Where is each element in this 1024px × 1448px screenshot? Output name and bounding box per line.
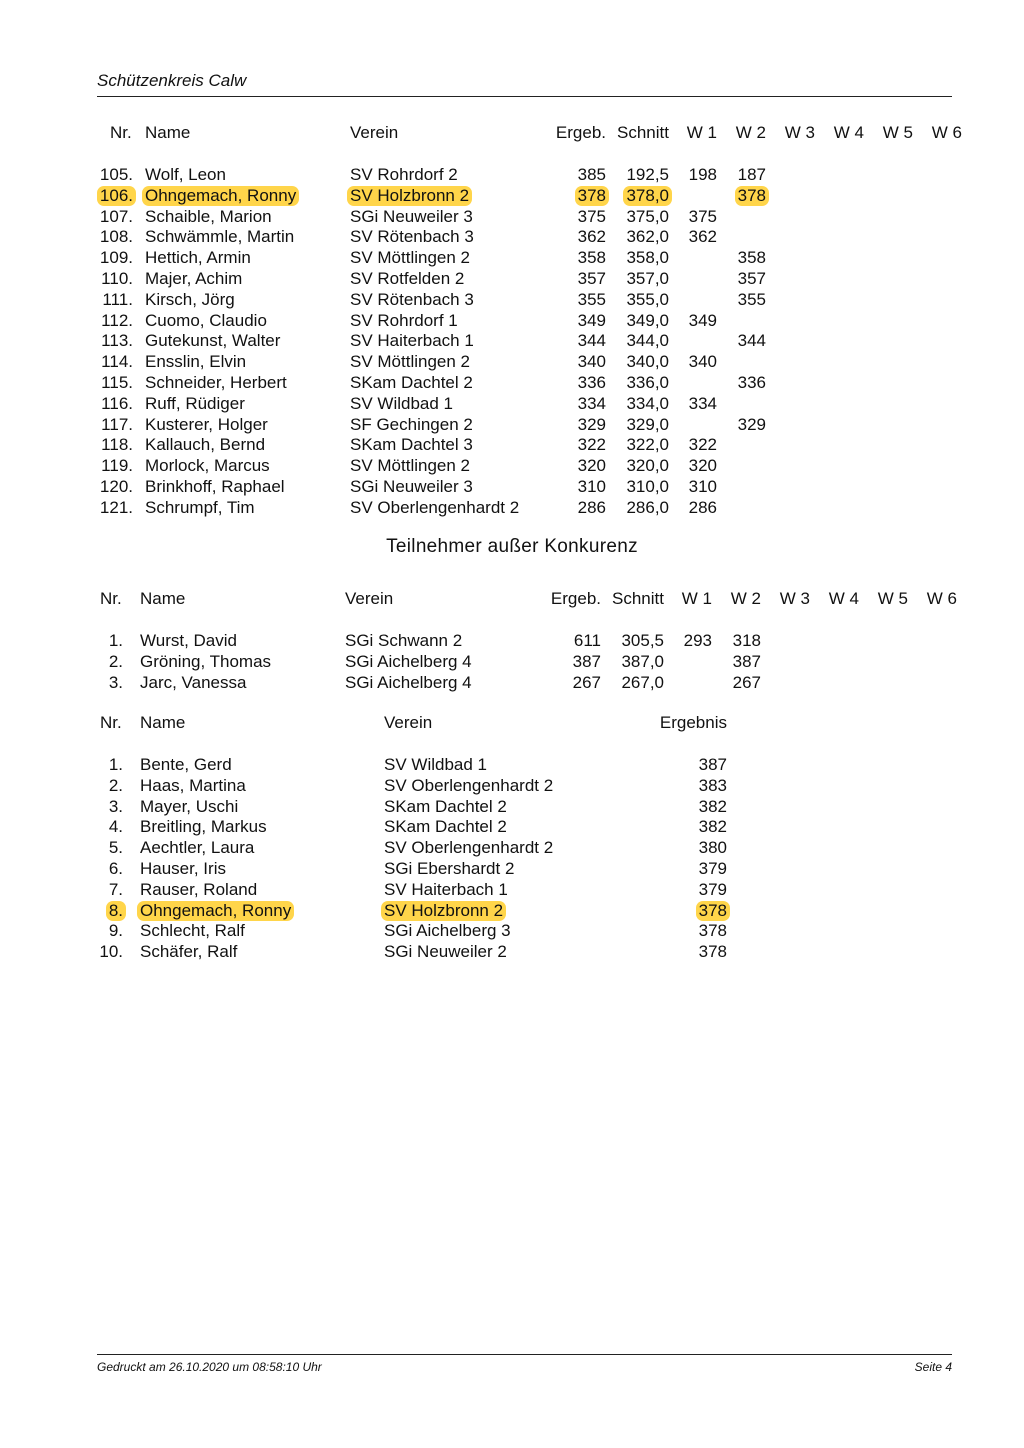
cell-w1: 362 bbox=[688, 227, 717, 247]
table-row bbox=[0, 838, 1024, 858]
cell-header-ergebnis: Ergebnis bbox=[659, 713, 727, 732]
cell-nr: 10. bbox=[99, 942, 123, 962]
table-row bbox=[0, 797, 1024, 817]
table-row bbox=[0, 631, 1024, 651]
cell-verein: SV Möttlingen 2 bbox=[350, 352, 471, 372]
cell-name: Kusterer, Holger bbox=[145, 414, 268, 434]
cell-nr: 117. bbox=[101, 414, 133, 434]
cell-name: Schlecht, Ralf bbox=[140, 921, 245, 941]
cell-verein: SV Wildbad 1 bbox=[384, 755, 487, 774]
cell-name: Schaible, Marion bbox=[145, 206, 272, 226]
cell-verein: SKam Dachtel 3 bbox=[350, 435, 473, 455]
cell-nr: 111. bbox=[102, 289, 133, 309]
cell-w1: 320 bbox=[688, 456, 717, 476]
cell-ergeb: 344 bbox=[577, 331, 606, 351]
cell-w1: 375 bbox=[688, 206, 717, 226]
table-row bbox=[0, 901, 1024, 921]
cell-header-verein: Verein bbox=[384, 713, 433, 732]
cell-header-w3: W 3 bbox=[784, 123, 815, 142]
print-date: Gedruckt am 26.10.2020 um 08:58:10 Uhr bbox=[97, 1360, 322, 1374]
cell-name: Mayer, Uschi bbox=[140, 796, 239, 816]
cell-w2: 378 bbox=[735, 186, 769, 206]
table-header-row bbox=[0, 589, 1024, 609]
cell-header-name: Name bbox=[145, 123, 191, 142]
cell-header-w4: W 4 bbox=[833, 123, 864, 142]
cell-header-ergeb: Ergeb. bbox=[550, 589, 601, 608]
cell-w2: 355 bbox=[737, 289, 766, 309]
cell-verein: SV Holzbronn 2 bbox=[347, 186, 472, 206]
cell-verein: SV Haiterbach 1 bbox=[350, 331, 474, 351]
cell-header-w6: W 6 bbox=[931, 123, 962, 142]
cell-header-nr: Nr. bbox=[100, 713, 122, 732]
cell-verein: SV Haiterbach 1 bbox=[384, 879, 508, 899]
cell-w2: 318 bbox=[732, 631, 761, 650]
cell-nr: 6. bbox=[108, 859, 123, 878]
table-row bbox=[0, 435, 1024, 455]
cell-ergebnis: 378 bbox=[696, 901, 730, 921]
cell-ergeb: 611 bbox=[573, 631, 601, 650]
cell-ergebnis: 383 bbox=[698, 775, 727, 795]
table-row bbox=[0, 477, 1024, 497]
cell-schnitt: 334,0 bbox=[626, 393, 669, 413]
cell-nr: 118. bbox=[101, 435, 133, 455]
cell-w2: 344 bbox=[737, 331, 766, 351]
cell-schnitt: 267,0 bbox=[621, 672, 664, 692]
cell-ergebnis: 387 bbox=[698, 755, 727, 774]
footer-rule bbox=[97, 1354, 952, 1355]
cell-name: Aechtler, Laura bbox=[140, 838, 255, 858]
cell-verein: SGi Neuweiler 3 bbox=[350, 477, 473, 496]
cell-name: Gröning, Thomas bbox=[140, 651, 272, 671]
header-title: Schützenkreis Calw bbox=[97, 71, 247, 90]
cell-header-schnitt: Schnitt bbox=[612, 589, 664, 608]
cell-ergebnis: 382 bbox=[698, 817, 727, 837]
table-row bbox=[0, 776, 1024, 796]
cell-nr: 121. bbox=[99, 497, 133, 517]
cell-name: Hettich, Armin bbox=[145, 248, 251, 268]
cell-w1: 198 bbox=[688, 165, 717, 184]
cell-w2: 357 bbox=[737, 269, 766, 288]
cell-header-nr: Nr. bbox=[100, 589, 122, 608]
cell-header-w2: W 2 bbox=[730, 589, 761, 608]
table-row bbox=[0, 394, 1024, 414]
cell-name: Kirsch, Jörg bbox=[145, 289, 235, 309]
table-row bbox=[0, 942, 1024, 962]
table-row bbox=[0, 652, 1024, 672]
cell-verein: SV Wildbad 1 bbox=[350, 393, 453, 413]
cell-name: Ruff, Rüdiger bbox=[145, 393, 245, 413]
cell-schnitt: 329,0 bbox=[626, 414, 669, 434]
table-row bbox=[0, 498, 1024, 518]
cell-header-ergeb: Ergeb. bbox=[555, 123, 606, 142]
cell-w1: 340 bbox=[688, 352, 717, 372]
table-row bbox=[0, 311, 1024, 331]
cell-nr: 110. bbox=[101, 269, 133, 288]
cell-ergebnis: 379 bbox=[698, 859, 727, 878]
cell-name: Schäfer, Ralf bbox=[140, 942, 238, 962]
cell-w1: 286 bbox=[688, 497, 717, 517]
cell-verein: SGi Neuweiler 3 bbox=[350, 206, 473, 226]
cell-w2: 387 bbox=[732, 651, 761, 671]
cell-verein: SKam Dachtel 2 bbox=[384, 796, 507, 816]
cell-schnitt: 286,0 bbox=[626, 497, 669, 517]
cell-schnitt: 358,0 bbox=[626, 248, 669, 268]
cell-header-nr: Nr. bbox=[110, 123, 132, 142]
cell-verein: SV Holzbronn 2 bbox=[381, 901, 506, 921]
cell-ergebnis: 380 bbox=[698, 838, 727, 858]
table-row bbox=[0, 227, 1024, 247]
section-title: Teilnehmer außer Konkurenz bbox=[386, 536, 638, 557]
cell-verein: SV Oberlengenhardt 2 bbox=[350, 497, 520, 517]
cell-name: Breitling, Markus bbox=[140, 817, 267, 837]
cell-name: Schrumpf, Tim bbox=[145, 497, 255, 517]
table-row bbox=[0, 880, 1024, 900]
table-row bbox=[0, 921, 1024, 941]
cell-verein: SV Möttlingen 2 bbox=[350, 456, 471, 476]
cell-w2: 358 bbox=[737, 248, 766, 268]
cell-nr: 4. bbox=[108, 817, 123, 837]
cell-ergeb: 385 bbox=[577, 165, 606, 184]
cell-header-w5: W 5 bbox=[877, 589, 908, 608]
cell-schnitt: 336,0 bbox=[626, 373, 669, 392]
cell-verein: SV Rohrdorf 2 bbox=[350, 165, 458, 184]
cell-ergeb: 322 bbox=[577, 435, 606, 455]
table-row bbox=[0, 859, 1024, 879]
cell-ergeb: 349 bbox=[577, 310, 606, 330]
cell-ergeb: 375 bbox=[577, 206, 606, 226]
table-header-row bbox=[0, 713, 1024, 733]
table-row bbox=[0, 673, 1024, 693]
cell-header-w2: W 2 bbox=[735, 123, 766, 142]
cell-name: Cuomo, Claudio bbox=[145, 310, 267, 330]
cell-nr: 106. bbox=[97, 186, 136, 206]
cell-name: Bente, Gerd bbox=[140, 755, 232, 774]
cell-nr: 116. bbox=[101, 393, 133, 413]
cell-verein: SGi Schwann 2 bbox=[345, 631, 463, 650]
cell-verein: SGi Neuweiler 2 bbox=[384, 942, 507, 962]
cell-verein: SV Rohrdorf 1 bbox=[350, 310, 458, 330]
cell-nr: 8. bbox=[106, 901, 126, 921]
cell-ergeb: 362 bbox=[577, 227, 606, 247]
table-row bbox=[0, 373, 1024, 393]
cell-verein: SGi Aichelberg 4 bbox=[345, 672, 472, 692]
cell-name: Gutekunst, Walter bbox=[145, 331, 281, 351]
page-number: Seite 4 bbox=[914, 1360, 952, 1374]
cell-ergeb: 329 bbox=[577, 414, 606, 434]
cell-nr: 3. bbox=[108, 796, 123, 816]
cell-ergeb: 310 bbox=[577, 477, 606, 496]
table-row bbox=[0, 248, 1024, 268]
cell-schnitt: 375,0 bbox=[626, 206, 669, 226]
cell-nr: 9. bbox=[108, 921, 123, 941]
cell-nr: 113. bbox=[101, 331, 133, 351]
cell-schnitt: 349,0 bbox=[626, 310, 669, 330]
cell-ergeb: 320 bbox=[577, 456, 606, 476]
cell-verein: SV Oberlengenhardt 2 bbox=[384, 775, 554, 795]
cell-name: Hauser, Iris bbox=[140, 859, 226, 878]
cell-nr: 7. bbox=[108, 879, 123, 899]
table-row bbox=[0, 207, 1024, 227]
cell-schnitt: 344,0 bbox=[626, 331, 669, 351]
cell-ergeb: 267 bbox=[572, 672, 601, 692]
cell-ergeb: 387 bbox=[572, 651, 601, 671]
cell-header-w6: W 6 bbox=[926, 589, 957, 608]
cell-header-w4: W 4 bbox=[828, 589, 859, 608]
cell-w2: 187 bbox=[737, 165, 766, 184]
cell-ergebnis: 378 bbox=[698, 921, 727, 941]
cell-verein: SF Gechingen 2 bbox=[350, 414, 473, 434]
table-row bbox=[0, 269, 1024, 289]
cell-ergebnis: 378 bbox=[698, 942, 727, 962]
cell-header-w5: W 5 bbox=[882, 123, 913, 142]
cell-schnitt: 310,0 bbox=[626, 477, 669, 496]
cell-schnitt: 322,0 bbox=[626, 435, 669, 455]
cell-name: Wurst, David bbox=[140, 631, 237, 650]
cell-w1: 310 bbox=[688, 477, 717, 496]
cell-nr: 5. bbox=[108, 838, 123, 858]
cell-verein: SKam Dachtel 2 bbox=[384, 817, 507, 837]
cell-name: Brinkhoff, Raphael bbox=[145, 477, 285, 496]
cell-ergeb: 286 bbox=[577, 497, 606, 517]
cell-w1: 293 bbox=[683, 631, 712, 650]
cell-nr: 114. bbox=[101, 352, 133, 372]
cell-verein: SGi Ebershardt 2 bbox=[384, 859, 515, 878]
cell-verein: SGi Aichelberg 3 bbox=[384, 921, 511, 941]
cell-nr: 109. bbox=[99, 248, 133, 268]
cell-ergebnis: 379 bbox=[698, 879, 727, 899]
cell-nr: 108. bbox=[99, 227, 133, 247]
cell-w1: 349 bbox=[688, 310, 717, 330]
cell-header-w3: W 3 bbox=[779, 589, 810, 608]
cell-ergeb: 340 bbox=[577, 352, 606, 372]
cell-header-w1: W 1 bbox=[681, 589, 712, 608]
cell-verein: SV Oberlengenhardt 2 bbox=[384, 838, 554, 858]
cell-name: Ensslin, Elvin bbox=[145, 352, 247, 372]
cell-verein: SV Rötenbach 3 bbox=[350, 289, 474, 309]
cell-header-verein: Verein bbox=[350, 123, 399, 142]
table-row bbox=[0, 456, 1024, 476]
cell-header-name: Name bbox=[140, 589, 186, 608]
cell-ergeb: 358 bbox=[577, 248, 606, 268]
cell-verein: SGi Aichelberg 4 bbox=[345, 651, 472, 671]
cell-verein: SV Möttlingen 2 bbox=[350, 248, 471, 268]
table-row bbox=[0, 755, 1024, 775]
cell-header-name: Name bbox=[140, 713, 186, 732]
table-row bbox=[0, 352, 1024, 372]
cell-schnitt: 387,0 bbox=[621, 651, 664, 671]
cell-nr: 3. bbox=[108, 672, 123, 692]
cell-w1: 322 bbox=[688, 435, 717, 455]
cell-name: Rauser, Roland bbox=[140, 879, 258, 899]
cell-w2: 329 bbox=[737, 414, 766, 434]
cell-name: Ohngemach, Ronny bbox=[137, 901, 294, 921]
table-row bbox=[0, 415, 1024, 435]
cell-nr: 107. bbox=[99, 206, 133, 226]
cell-nr: 1. bbox=[108, 631, 123, 650]
table-row bbox=[0, 165, 1024, 185]
cell-nr: 1. bbox=[108, 755, 123, 774]
table-row bbox=[0, 186, 1024, 206]
cell-schnitt: 362,0 bbox=[626, 227, 669, 247]
cell-schnitt: 192,5 bbox=[626, 165, 669, 184]
cell-schnitt: 320,0 bbox=[626, 456, 669, 476]
cell-name: Kallauch, Bernd bbox=[145, 435, 266, 455]
cell-name: Schwämmle, Martin bbox=[145, 227, 295, 247]
cell-nr: 119. bbox=[101, 456, 133, 476]
cell-ergebnis: 382 bbox=[698, 796, 727, 816]
cell-nr: 112. bbox=[101, 310, 133, 330]
cell-verein: SV Rotfelden 2 bbox=[350, 269, 465, 288]
cell-header-verein: Verein bbox=[345, 589, 394, 608]
cell-schnitt: 340,0 bbox=[626, 352, 669, 372]
header-rule bbox=[97, 96, 952, 97]
cell-schnitt: 378,0 bbox=[623, 186, 672, 206]
cell-schnitt: 357,0 bbox=[626, 269, 669, 288]
cell-name: Wolf, Leon bbox=[145, 165, 226, 184]
cell-verein: SV Rötenbach 3 bbox=[350, 227, 474, 247]
table-row bbox=[0, 817, 1024, 837]
cell-ergeb: 355 bbox=[577, 289, 606, 309]
cell-w1: 334 bbox=[688, 393, 717, 413]
cell-nr: 2. bbox=[108, 651, 123, 671]
cell-schnitt: 305,5 bbox=[621, 631, 664, 650]
cell-name: Majer, Achim bbox=[145, 269, 243, 288]
cell-verein: SKam Dachtel 2 bbox=[350, 373, 473, 392]
table-header-row bbox=[0, 123, 1024, 143]
cell-nr: 115. bbox=[101, 373, 133, 392]
cell-schnitt: 355,0 bbox=[626, 289, 669, 309]
cell-w2: 336 bbox=[737, 373, 766, 392]
cell-name: Ohngemach, Ronny bbox=[142, 186, 299, 206]
cell-header-schnitt: Schnitt bbox=[617, 123, 669, 142]
cell-ergeb: 378 bbox=[575, 186, 609, 206]
cell-header-w1: W 1 bbox=[686, 123, 717, 142]
cell-ergeb: 357 bbox=[577, 269, 606, 288]
table-row bbox=[0, 290, 1024, 310]
cell-name: Jarc, Vanessa bbox=[140, 672, 247, 692]
cell-name: Schneider, Herbert bbox=[145, 373, 287, 392]
cell-nr: 2. bbox=[108, 775, 123, 795]
table-row bbox=[0, 331, 1024, 351]
cell-name: Morlock, Marcus bbox=[145, 456, 270, 476]
cell-w2: 267 bbox=[732, 672, 761, 692]
cell-nr: 120. bbox=[99, 477, 133, 496]
cell-ergeb: 336 bbox=[577, 373, 606, 392]
cell-name: Haas, Martina bbox=[140, 775, 246, 795]
cell-ergeb: 334 bbox=[577, 393, 606, 413]
cell-nr: 105. bbox=[99, 165, 133, 184]
